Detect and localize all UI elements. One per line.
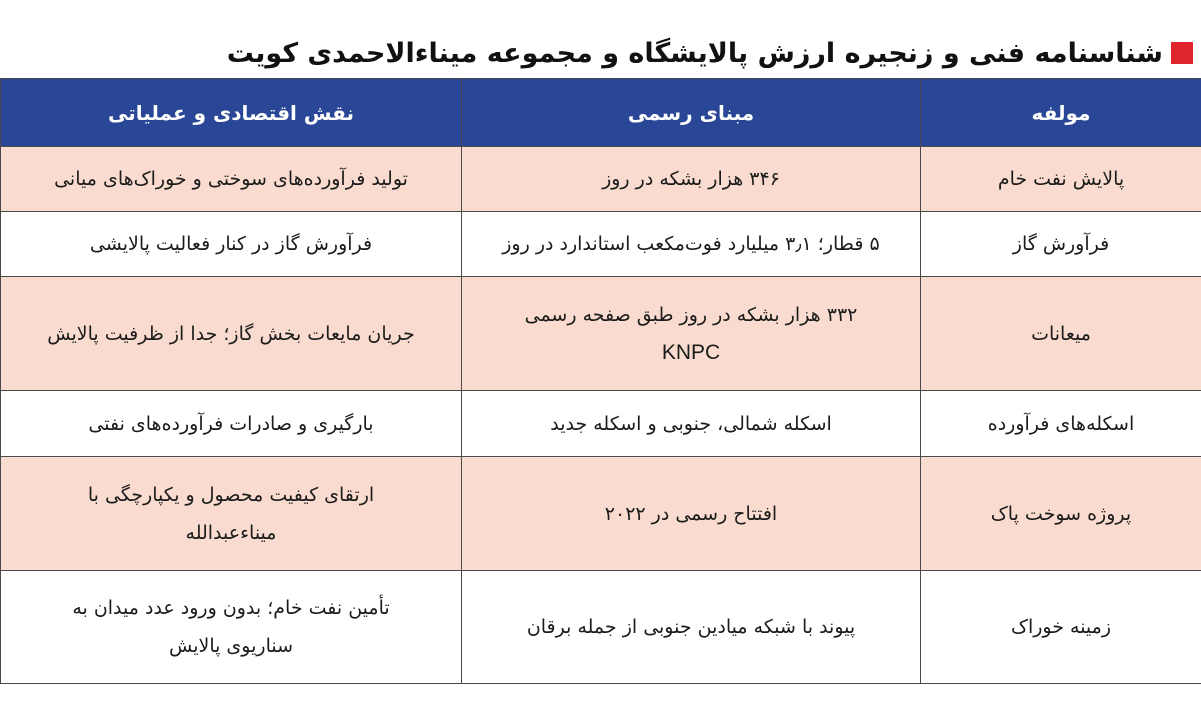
cell-role-line: فرآورش گاز در کنار فعالیت پالایشی bbox=[89, 233, 373, 255]
title-square-icon bbox=[1171, 42, 1193, 64]
cell-component: پروژه سوخت پاک bbox=[921, 457, 1201, 571]
cell-basis-line: افتتاح رسمی در ۲۰۲۲ bbox=[604, 502, 778, 525]
cell-basis bbox=[462, 147, 921, 212]
cell-component: اسکله‌های فرآورده bbox=[921, 391, 1201, 457]
table-row bbox=[1, 212, 1201, 277]
cell-role bbox=[1, 571, 462, 684]
cell-role bbox=[1, 277, 462, 391]
header-component: مولفه bbox=[921, 79, 1201, 147]
cell-role-line: بارگیری و صادرات فرآورده‌های نفتی bbox=[88, 412, 374, 435]
cell-component: فرآورش گاز bbox=[921, 212, 1201, 277]
header-role: نقش اقتصادی و عملیاتی bbox=[1, 79, 462, 147]
cell-role bbox=[1, 147, 462, 212]
cell-role-line: تأمین نفت خام؛ بدون ورود عدد میدان به bbox=[72, 597, 390, 619]
cell-basis-line: ۵ قطار؛ ۳٫۱ میلیارد فوت‌مکعب استاندارد در روز bbox=[502, 233, 880, 255]
table-row bbox=[1, 277, 1201, 391]
table-row bbox=[1, 147, 1201, 212]
cell-basis-line: KNPC bbox=[661, 340, 721, 364]
table-row bbox=[1, 391, 1201, 457]
cell-role bbox=[1, 212, 462, 277]
header-basis: مبنای رسمی bbox=[462, 79, 921, 147]
cell-role-line: ارتقای کیفیت محصول و یکپارچگی با bbox=[87, 483, 375, 506]
cell-basis bbox=[462, 457, 921, 571]
cell-basis bbox=[462, 571, 921, 684]
cell-component: میعانات bbox=[921, 277, 1201, 391]
page-title: شناسنامه فنی و زنجیره ارزش پالایشگاه و مجموعه میناءالاحمدی کویت bbox=[226, 37, 1163, 69]
cell-role-line: سناریوی پالایش bbox=[168, 635, 294, 657]
cell-basis-line: پیوند با شبکه میادین جنوبی از جمله برقان bbox=[526, 616, 856, 638]
cell-role bbox=[1, 457, 462, 571]
table-row bbox=[1, 571, 1201, 684]
table-row bbox=[1, 457, 1201, 571]
cell-role-line: جریان مایعات بخش گاز؛ جدا از ظرفیت پالایش bbox=[47, 322, 415, 345]
title-bar bbox=[8, 34, 1193, 72]
cell-role bbox=[1, 391, 462, 457]
cell-component: زمینه خوراک bbox=[921, 571, 1201, 684]
cell-role-line: تولید فرآورده‌های سوختی و خوراک‌های میانی bbox=[54, 168, 408, 190]
cell-basis bbox=[462, 277, 921, 391]
cell-basis-line: ۳۴۶ هزار بشکه در روز bbox=[602, 168, 780, 190]
cell-component: پالایش نفت خام bbox=[921, 147, 1201, 212]
cell-basis bbox=[462, 212, 921, 277]
table-header-row bbox=[1, 79, 1201, 147]
cell-basis-line: ۳۳۲ هزار بشکه در روز طبق صفحه رسمی bbox=[524, 303, 858, 326]
cell-basis-line: اسکله شمالی، جنوبی و اسکله جدید bbox=[550, 412, 832, 435]
info-table bbox=[0, 78, 1201, 684]
cell-role-line: میناءعبدالله bbox=[185, 521, 277, 544]
cell-basis bbox=[462, 391, 921, 457]
